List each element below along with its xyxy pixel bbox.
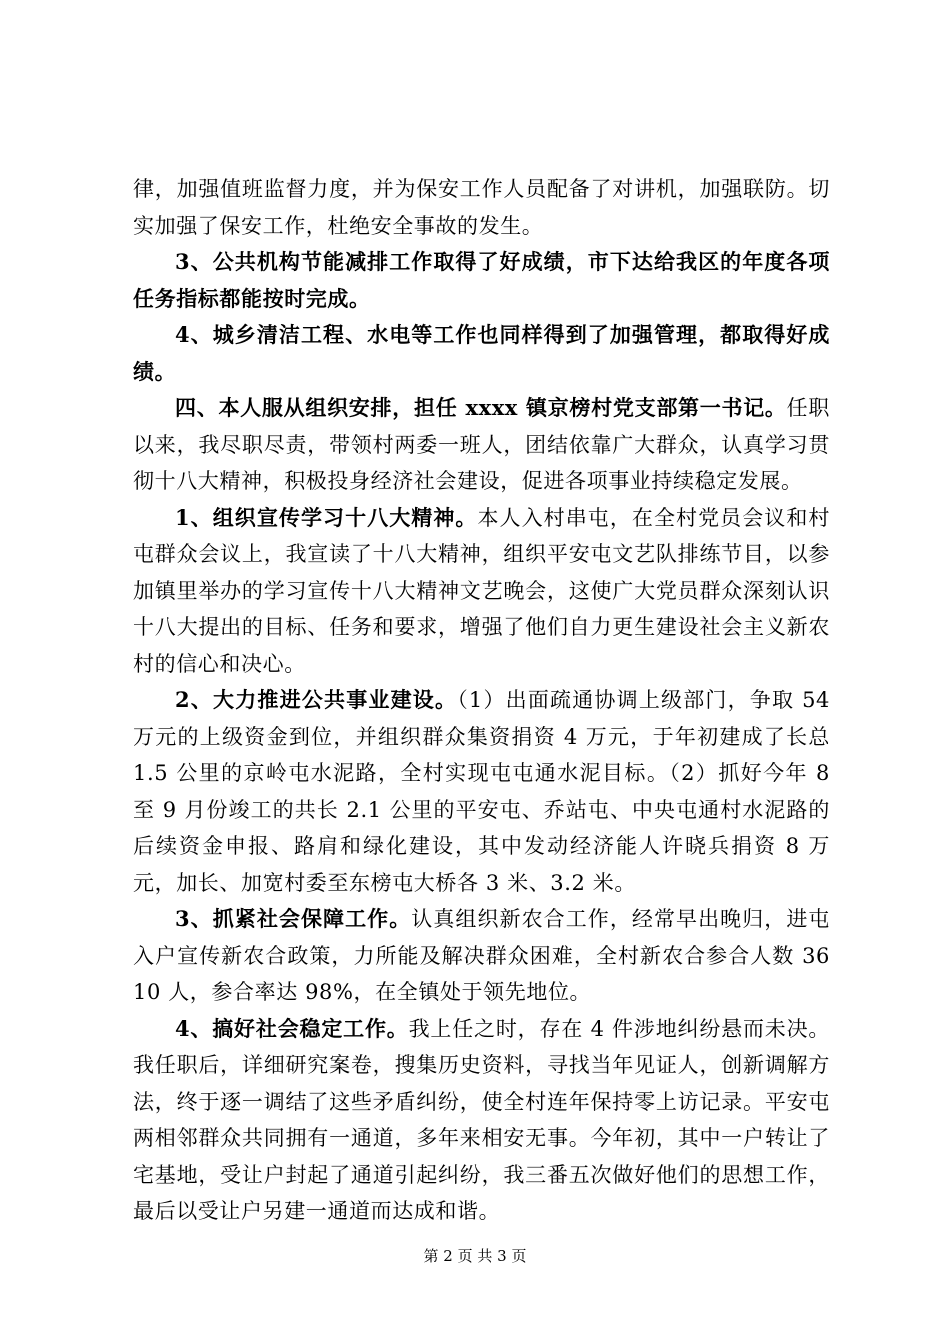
- page-number-footer: 第 2 页 共 3 页: [423, 1247, 527, 1265]
- paragraph-social-stability: [133, 1011, 830, 1230]
- paragraph-lead: 3、抓紧社会保障工作。: [175, 906, 412, 931]
- paragraph-lead: 四、本人服从组织安排，担任 xxxx 镇京榜村党支部第一书记。: [175, 395, 787, 420]
- paragraph-energy-saving: [133, 244, 830, 317]
- paragraph-text: 我上任之时，存在 4 件涉地纠纷悬而未决。我任职后，详细研究案卷，搜集历史资料，寻找当年见证人，创新调解方法，终于逐一调结了这些矛盾纠纷，使全村连年保持零上访记录。平安屯两相邻群众共同拥有一通道，多年来相安无事。今年初，其中一户转让了宅基地，受让户封起了通道引起纠纷，我三番五次做好他们的思想工作，最后以受让户另建一通道而达成和谐。: [133, 1016, 831, 1223]
- document-body: [133, 171, 830, 1230]
- paragraph-lead: 4、城乡清洁工程、水电等工作也同样得到了加强管理，都取得好成绩。: [133, 322, 830, 384]
- paragraph-public-works: [133, 682, 830, 901]
- paragraph-text: 认真组织新农合工作，经常早出晚归，进屯入户宣传新农合政策，力所能及解决群众困难，全村新农合参合人数 3610 人，参合率达 98%，在全镇处于领先地位。: [133, 907, 830, 1004]
- paragraph-text: 本人入村串屯，在全村党员会议和村屯群众会议上，我宣读了十八大精神，组织平安屯文艺队排练节目，以参加镇里举办的学习宣传十八大精神文艺晚会，这使广大党员群众深刻认识十八大提出的目标、任务和要求，增强了他们自力更生建设社会主义新农村的信心和决心。: [133, 505, 830, 676]
- paragraph-security-continued: [133, 171, 830, 244]
- paragraph-text: 律，加强值班监督力度，并为保安工作人员配备了对讲机，加强联防。切实加强了保安工作，杜绝安全事故的发生。: [133, 177, 830, 238]
- paragraph-clean-project: [133, 317, 830, 390]
- paragraph-lead: 1、组织宣传学习十八大精神。: [175, 504, 478, 530]
- paragraph-propaganda: [133, 500, 830, 683]
- paragraph-text: 任职以来，我尽职尽责，带领村两委一班人，团结依靠广大群众，认真学习贯彻十八大精神，积极投身经济社会建设，促进各项事业持续稳定发展。: [133, 396, 830, 493]
- paragraph-lead: 4、搞好社会稳定工作。: [175, 1015, 409, 1041]
- paragraph-text: （1）出面疏通协调上级部门，争取 54 万元的上级资金到位，并组织群众集资捐资 4 万元，于年初建成了长总 1.5 公里的京岭屯水泥路，全村实现屯屯通水泥目标。（2）抓好今年 8 至 9 月份竣工的共长 2.1 公里的平安屯、乔站屯、中央屯通村水泥路的后续资金申报、路肩和绿化建设，其中发动经济能人许晓兵捐资 8 万元，加长、加宽村委至东榜屯大桥各 3 米、3.2 米。: [133, 688, 830, 895]
- paragraph-social-security: [133, 901, 830, 1011]
- paragraph-lead: 2、大力推进公共事业建设。: [175, 687, 458, 712]
- paragraph-lead: 3、公共机构节能减排工作取得了好成绩，市下达给我区的年度各项任务指标都能按时完成。: [133, 249, 830, 311]
- paragraph-first-secretary: [133, 390, 830, 500]
